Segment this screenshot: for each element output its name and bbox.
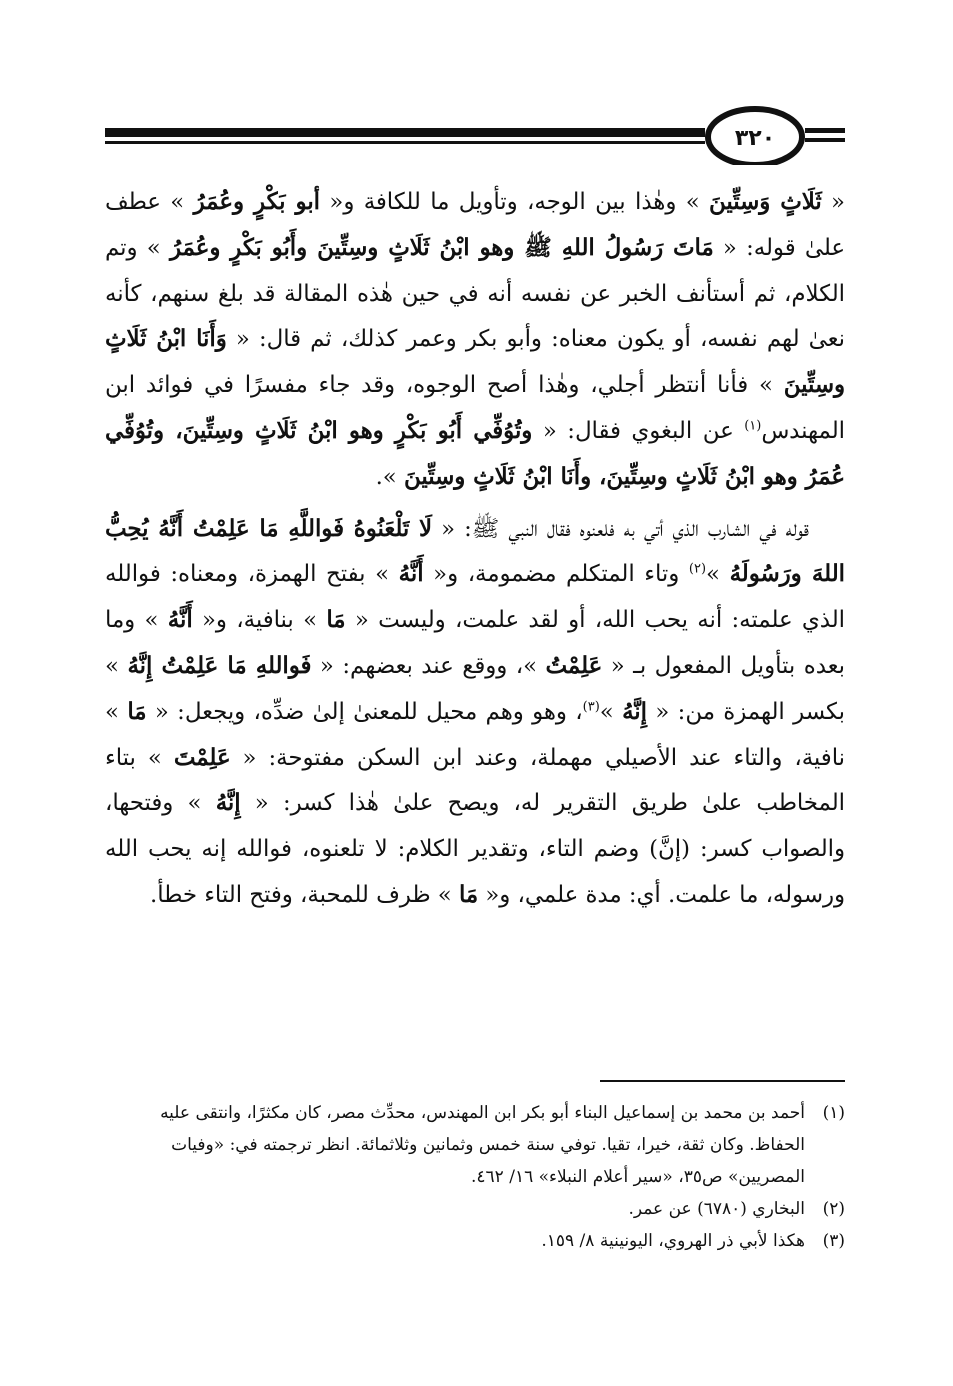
- quoted-hadith-text: وَأَنَا ابْنُ ثَلَاثٍ وسِتِّينَ: [105, 326, 845, 399]
- quoted-hadith-text: عَلِمْتَ: [173, 744, 231, 771]
- quoted-hadith-text: أبو بَكْرٍ وعُمَرُ: [193, 189, 321, 215]
- text-run: » وتم الكلام، ثم أستأنف الخبر عن نفسه أنه في حين هٰذه المقالة قد بلغ سنهم، كأنه نعىٰ لهم نفسه، أو يكون معناه: وأبو بكر وعمر كذلك، ثم قال: «: [105, 234, 845, 353]
- quoted-hadith-text: عَلِمْتُ: [545, 652, 603, 679]
- text-run: »، ووقع عند بعضهم: «: [311, 652, 546, 679]
- text-run: وتاء المتكلم مضمومة، و«: [423, 561, 689, 588]
- text-run: » عطف علىٰ قوله: «: [105, 189, 845, 261]
- footnote: [105, 1225, 845, 1257]
- text-run: «: [821, 189, 846, 215]
- text-run: ».: [375, 463, 405, 490]
- quoted-hadith-text: مَا: [458, 881, 479, 908]
- paragraph: [105, 180, 845, 501]
- quoted-hadith-text: ثَلَاثٍ وَسِتِّينَ: [709, 189, 822, 215]
- paragraph: [105, 507, 845, 919]
- footnote: [105, 1193, 845, 1225]
- footnote-text: أحمد بن محمد بن إسماعيل البناء أبو بكر ابن المهندس، محدِّث مصر، كان مكثرًا، وانتقى عليه الحفاظ. وكان ثقة، خيرا، تقيا. توفي سنة خمس وثمانين وثلاثمائة. انظر ترجمته في: «وفيات المصريين» ص٣٥، «سير أعلام النبلاء» ١٦/ ٤٦٢.: [160, 1103, 805, 1187]
- quoted-hadith-text: وتُوُفِّي أَبُو بَكْرٍ وهو ابْنُ ثَلَاثٍ وسِتِّينَ، وتُوُفِّي عُمَرُ وهو ابْنُ ثَلَاثٍ وسِتِّينَ، وأَنَا ابْنُ ثَلَاثٍ وسِتِّينَ: [105, 417, 845, 490]
- text-run: » بكسر الهمزة من: «: [105, 652, 845, 725]
- footnote-number: (١): [822, 1103, 845, 1123]
- quoted-hadith-text: مَا: [326, 607, 346, 634]
- main-text: [105, 180, 845, 919]
- text-run: » وهٰذا بين الوجه، وتأويل ما للكافة و«: [320, 189, 710, 215]
- text-run: » نافية، والتاء عند الأصيلي مهملة، وعند ابن السكن مفتوحة: «: [105, 698, 845, 771]
- text-run: »: [706, 561, 730, 588]
- text-run: » وما بعده بتأويل المفعول بـ «: [105, 607, 846, 679]
- text-run: » بتاء المخاطب علىٰ طريق التقرير له، ويصح علىٰ هٰذا كسر: «: [105, 744, 845, 817]
- footnote-ref: (١): [744, 418, 762, 434]
- quoted-hadith-text: فَواللهِ مَا عَلِمْتُ إِنَّهُ: [127, 652, 312, 679]
- footnote-number: (٣): [822, 1231, 845, 1251]
- text-run: » فأنا أنتظر أجلي، وهٰذا أصح الوجوه، وقد جاء مفسرًا في فوائد ابن المهندس: [105, 372, 845, 444]
- text-run: ، وهو وهم محيل للمعنىٰ إلىٰ ضدِّه، ويجعل: «: [146, 698, 583, 725]
- page-header: [0, 0, 953, 165]
- footnote: [105, 1097, 845, 1193]
- footnote-ref: (٣): [582, 699, 600, 715]
- footnote-text: هكذا لأبي ذر الهروي، اليونينية ٨/ ١٥٩.: [541, 1231, 805, 1251]
- footnote-text: البخاري (٦٧٨٠) عن عمر.: [628, 1199, 805, 1219]
- text-run: » ظرف للمحبة، وفتح التاء خطأ.: [149, 881, 459, 908]
- text-run: »: [599, 698, 623, 725]
- text-run: قوله في الشارب الذي أتي به فلعنوه فقال النبي ﷺ: «: [432, 515, 809, 542]
- quoted-hadith-text: لَا تَلْعَنُوهُ فَواللَّهِ مَا عَلِمْتُ أَنَّهُ يُحِبُّ اللهَ ورَسُولَهُ: [105, 515, 845, 588]
- text-run: عن البغوي فقال: «: [532, 417, 745, 444]
- quoted-hadith-text: أَنَّهُ: [167, 607, 193, 634]
- text-run: » وفتحها، والصواب كسر: (إنَّ) وضم التاء، وتقدير الكلام: لا تلعنوه، فوالله إنه يحب الله ورسوله، ما علمت. أي: مدة علمي، و«: [105, 790, 845, 908]
- footnote-number: (٢): [822, 1199, 845, 1219]
- text-run: » بفتح الهمزة، ومعناه: فوالله الذي علمته: أنه يحب الله، أو لقد علمت، وليست «: [105, 561, 846, 634]
- page-number-badge: [704, 107, 806, 169]
- footnote-separator: [600, 1080, 845, 1082]
- quoted-hadith-text: أَنَّهُ: [398, 561, 424, 588]
- page-number: ٣٢٠: [734, 125, 776, 151]
- quoted-hadith-text: مَاتَ رَسُولُ اللهِ ﷺ وهو ابْنُ ثَلَاثٍ وسِتِّينَ وأَبُو بَكْرٍ وعُمَرُ: [169, 234, 714, 261]
- footnote-ref: (٢): [688, 561, 707, 577]
- quoted-hadith-text: مَا: [127, 698, 147, 725]
- quoted-hadith-text: إِنَّهُ: [215, 790, 241, 817]
- quoted-hadith-text: إِنَّهُ: [622, 698, 647, 725]
- footnotes: [105, 1097, 845, 1257]
- text-run: » بنافية، و«: [192, 607, 327, 634]
